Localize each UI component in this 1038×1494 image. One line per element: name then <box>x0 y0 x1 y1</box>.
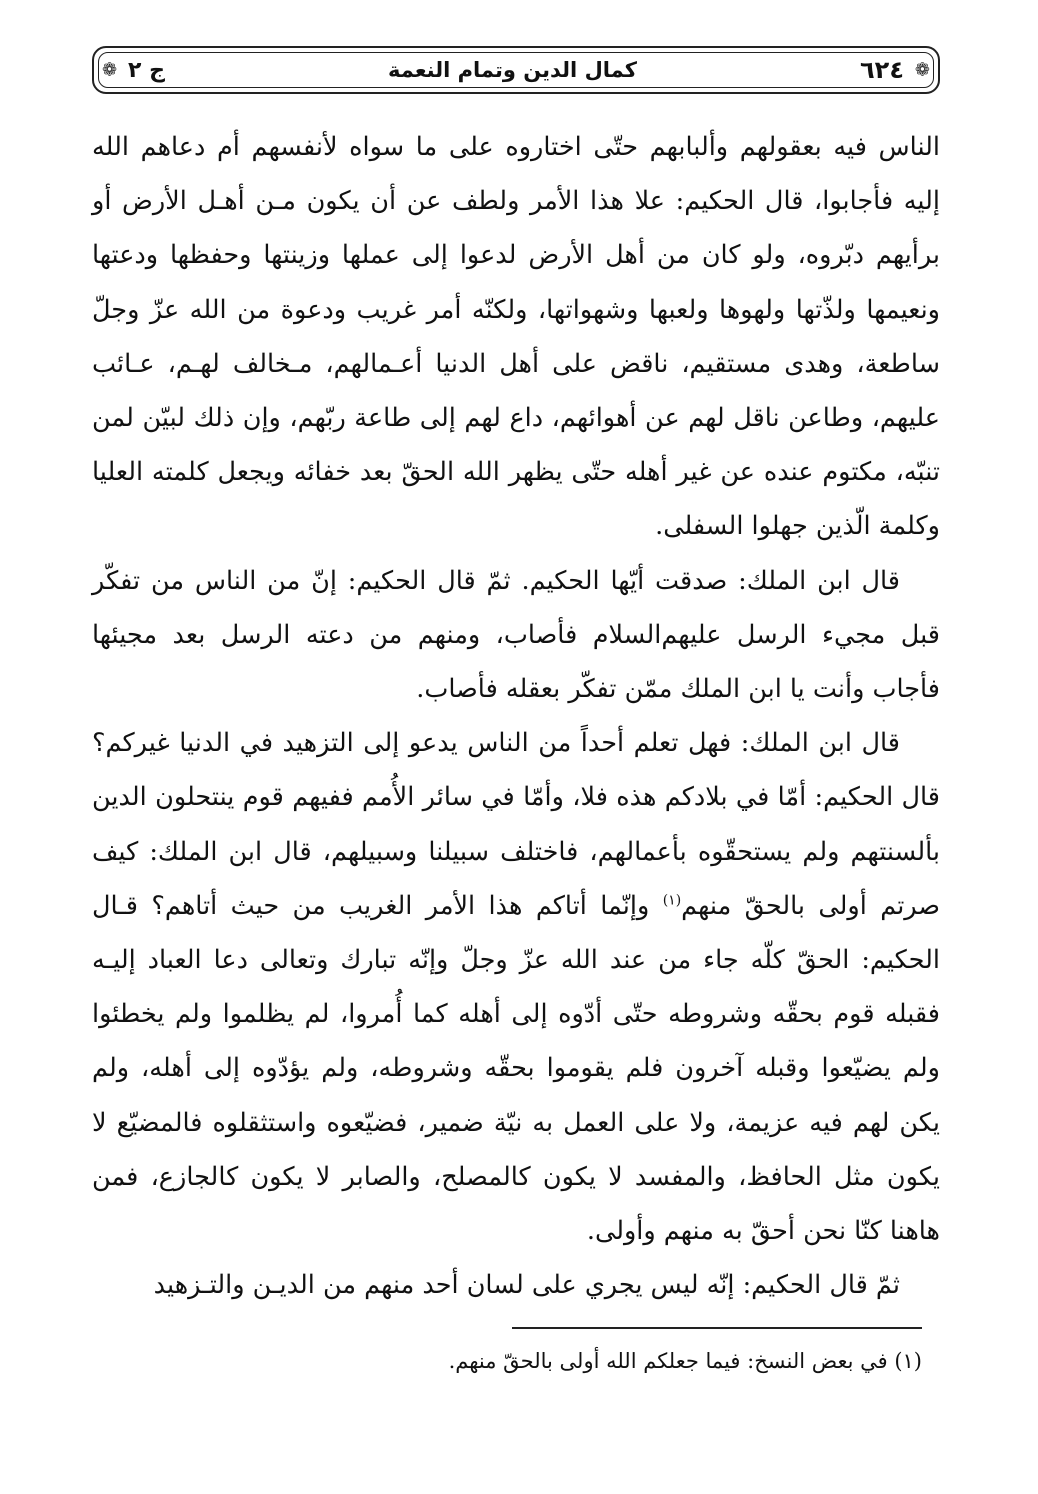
header-ornament-left-icon: ❁ <box>102 59 118 81</box>
paragraph-2: قال ابن الملك: صدقت أيّها الحكيم. ثمّ قال الحكيم: إنّ من الناس من تفكّر قبل مجيء الرسل عليهم‌السلام فأصاب، ومنهم من دعته الرسل بعد مجيئها فأجاب وأنت يا ابن الملك ممّن تفكّر بعقله فأصاب. <box>92 565 940 705</box>
paragraph-4: ثمّ قال الحكيم: إنّه ليس يجري على لسان أحد منهم من الديـن والتـزهيد <box>153 1270 900 1301</box>
paragraph-1: الناس فيه بعقولهم وألبابهم حتّى اختاروه على ما سواه لأنفسهم أم دعاهم الله إليه فأجابوا، قال الحكيم: علا هذا الأمر ولطف عن أن يكون مـن أهـل الأرض أو برأيهم دبّروه، ولو كان من أهل الأرض لدعوا إلى عملها وزينتها وحفظها ودعتها ونعيمها ولذّتها ولهوها ولعبها وشهواتها، ولكنّه أمر غريب ودعوة من الله عزّ وجلّ ساطعة، وهدى مستقيم، ناقض على أهل الدنيا أعـمالهم، مـخالف لهـم، عـائب عليهم، وطاعن ناقل لهم عن أهوائهم، داع لهم إلى طاعة ربّهم، وإن ذلك لبيّن لمن تنبّه، مكتوم عنده عن غير أهله حتّى يظهر الله الحقّ بعد خفائه ويجعل كلمته العليا وكلمة الّذين جهلوا السفلى. <box>92 132 940 542</box>
main-text <box>92 120 940 1312</box>
footnote: (١) في بعض النسخ: فيما جعلكم الله أولى بالحقّ منهم. <box>448 1349 922 1373</box>
paragraph-3-part-1: قال ابن الملك: فهل تعلم أحداً من الناس يدعو إلى التزهيد في الدنيا غيركم؟ قال الحكيم: أمّا في بلادكم هذه فلا، وأمّا في سائر الأُمم ففيهم قوم ينتحلون الدين بألسنتهم ولم يستحقّوه بأعمالهم، فاختلف سبيلنا وسبيلهم، قال ابن الملك: كيف صرتم أولى بالحقّ منهم <box>92 728 941 921</box>
page-header <box>92 46 940 94</box>
volume-number: ج ٢ <box>128 57 165 83</box>
page-number: ٦٢٤ <box>860 56 904 84</box>
running-title: كمال الدين وتمام النعمة <box>388 58 637 82</box>
footnote-separator <box>512 1327 922 1329</box>
footnote-reference[interactable]: (١) <box>662 892 682 909</box>
paragraph-3 <box>92 716 940 1258</box>
header-ornament-right-icon: ❁ <box>914 59 930 81</box>
paragraph-3-part-2: وإنّما أتاكم هذا الأمر الغريب من حيث أتاهم؟ قـال الحكيم: الحقّ كلّه جاء من عند الله عزّ وجلّ وإنّه تبارك وتعالى دعا العباد إليـه فقبله قوم بحقّه وشروطه حتّى أدّوه إلى أهله كما أُمروا، لم يظلموا ولم يخطئوا ولم يضيّعوا وقبله آخرون فلم يقوموا بحقّه وشروطه، ولم يؤدّوه إلى أهله، ولم يكن لهم فيه عزيمة، ولا على العمل به نيّة ضمير، فضيّعوه واستثقلوه فالمضيّع لا يكون مثل الحافظ، والمفسد لا يكون كالمصلح، والصابر لا يكون كالجازع، فمن هاهنا كنّا نحن أحقّ به منهم وأولى. <box>92 890 940 1247</box>
